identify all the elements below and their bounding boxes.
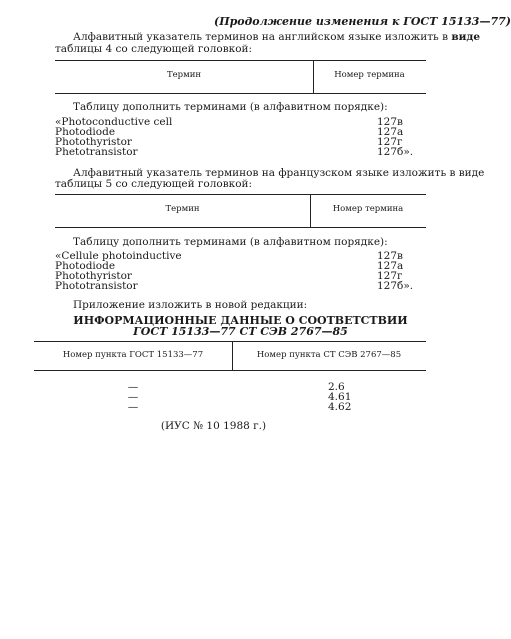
term-row3-num: 127г xyxy=(377,136,403,148)
section1-intro-line1 xyxy=(73,31,480,43)
fr-term-row2-text: Photodiode xyxy=(55,260,116,272)
section1-intro-end: виде xyxy=(451,31,481,43)
term-row4-text: Phetotransistor xyxy=(55,146,138,158)
table4-top-rule xyxy=(55,60,426,61)
appendix-row1-c1: — xyxy=(127,381,139,393)
fr-term-row4-text: Phototransistor xyxy=(55,280,138,292)
fr-term-row4-num: 127б». xyxy=(377,280,414,292)
appendix-col1-header: Номер пункта ГОСТ 15133—77 xyxy=(62,350,204,360)
table5-col-number: Номер термина xyxy=(332,204,404,214)
section2-intro-line2: таблицы 5 со следующей головкой: xyxy=(55,178,253,190)
section2-intro-line1: Алфавитный указатель терминов на французском языке изложить в виде xyxy=(73,167,485,179)
appendix-title1: ИНФОРМАЦИОННЫЕ ДАННЫЕ О СООТВЕТСТВИИ xyxy=(73,314,408,327)
table4-col-term: Термин xyxy=(166,70,202,80)
table4-col-number: Номер термина xyxy=(334,70,405,80)
section1-intro-line2: таблицы 4 со следующей головкой: xyxy=(55,43,253,55)
term-row2-text: Photodiode xyxy=(55,126,116,138)
appendix-intro: Приложение изложить в новой редакции: xyxy=(73,299,308,311)
fr-term-row1-num: 127в xyxy=(377,250,403,262)
footer-ius: (ИУС № 10 1988 г.) xyxy=(160,420,267,432)
table4-bottom-rule xyxy=(55,93,426,94)
fr-term-row3-num: 127г xyxy=(377,270,403,282)
appendix-row2-c1: — xyxy=(127,391,139,403)
appendix-title2: ГОСТ 15133—77 СТ СЭВ 2767—85 xyxy=(133,325,348,338)
term-row2-num: 127а xyxy=(377,126,404,138)
fr-term-row1-text: «Cellule photoinductive xyxy=(55,250,182,262)
fr-term-row3-text: Photothyristor xyxy=(55,270,132,282)
appendix-row3-c1: — xyxy=(127,401,139,413)
term-row1-text: «Photoconductive cell xyxy=(55,116,173,128)
appendix-row1-c2: 2.6 xyxy=(328,381,345,393)
section1-intro-text: Алфавитный указатель терминов на английском языке изложить в xyxy=(73,31,448,43)
appendix-row3-c2: 4.62 xyxy=(328,401,352,413)
appendix-table-top-rule xyxy=(34,341,426,342)
section1-add-line: Таблицу дополнить терминами (в алфавитном порядке): xyxy=(73,101,388,113)
table5-col-term: Термин xyxy=(165,204,200,214)
appendix-col2-header: Номер пункта СТ СЭВ 2767—85 xyxy=(256,350,402,360)
table5-bottom-rule xyxy=(55,227,426,228)
appendix-row2-c2: 4.61 xyxy=(328,391,352,403)
term-row4-num: 127б». xyxy=(377,146,414,158)
page-header: (Продолжение изменения к ГОСТ 15133—77) xyxy=(214,15,511,28)
fr-term-row2-num: 127а xyxy=(377,260,404,272)
term-row3-text: Photothyristor xyxy=(55,136,132,148)
section2-add-line: Таблицу дополнить терминами (в алфавитном порядке): xyxy=(73,236,388,248)
appendix-table-header-rule xyxy=(34,370,426,371)
term-row1-num: 127в xyxy=(377,116,403,128)
table5-top-rule xyxy=(55,194,426,195)
